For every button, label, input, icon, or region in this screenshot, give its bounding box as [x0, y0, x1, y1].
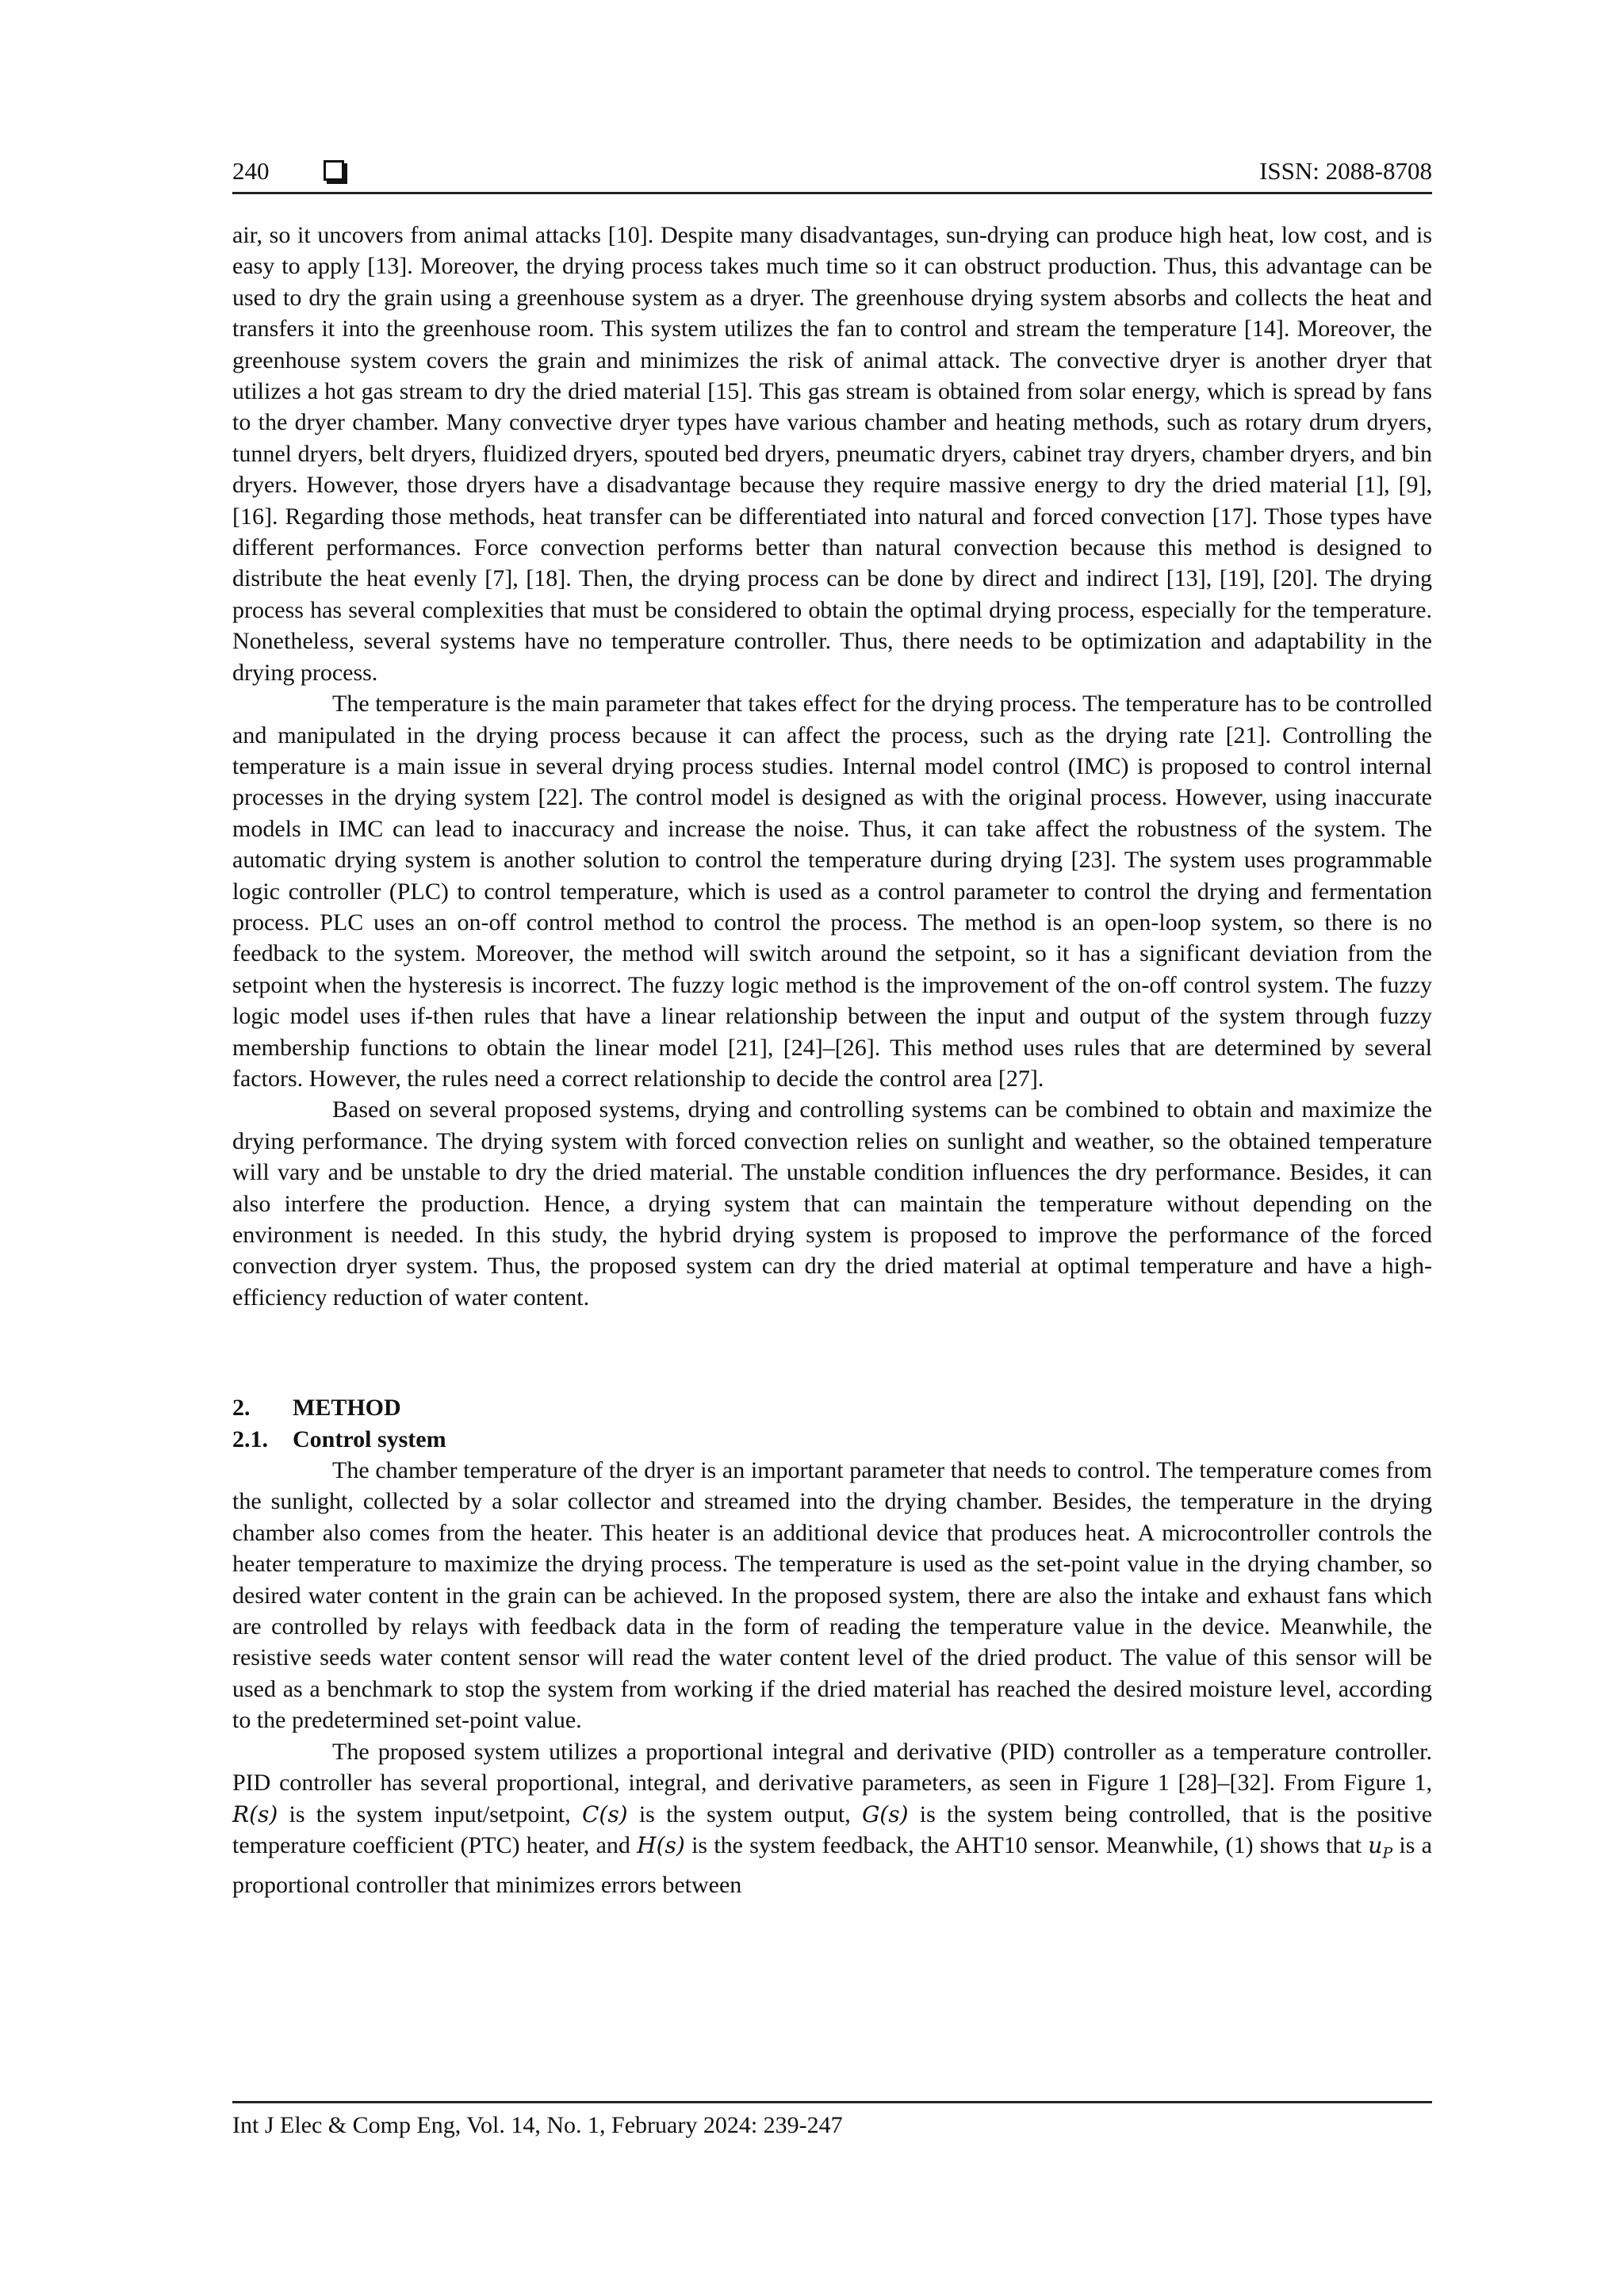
- math-symbol-c: C(s): [581, 1800, 628, 1827]
- body-paragraph: air, so it uncovers from animal attacks [10]. Despite many disadvantages, sun-drying can produce high heat, low cost, and is easy to apply [13]. Moreover, the drying process takes much time so it can obstruct production. Thus, this advantage can be used to dry the grain using a greenhouse system as a dryer. The greenhouse drying system absorbs and collects the heat and transfers it into the greenhouse room. This system utilizes the fan to control and stream the temperature [14]. Moreover, the greenhouse system covers the grain and minimizes the risk of animal attack. The convective dryer is another dryer that utilizes a hot gas stream to dry the dried material [15]. This gas stream is obtained from solar energy, which is spread by fans to the dryer chamber. Many convective dryer types have various chamber and heating methods, such as rotary drum dryers, tunnel dryers, belt dryers, fluidized dryers, spouted bed dryers, pneumatic dryers, cabinet tray dryers, chamber dryers, and bin dryers. However, those dryers have a disadvantage because they require massive energy to dry the dried material [1], [9], [16]. Regarding those methods, heat transfer can be differentiated into natural and forced convection [17]. Those types have different performances. Force convection performs better than natural convection because this method is designed to distribute the heat evenly [7], [18]. Then, the drying process can be done by direct and indirect [13], [19], [20]. The drying process has several complexities that must be considered to obtain the optimal drying process, especially for the temperature. Nonetheless, several systems have no temperature controller. Thus, there needs to be optimization and adaptability in the drying process.: [232, 222, 1432, 686]
- text-run: is the system feedback, the AHT10 sensor. Meanwhile, (1) shows that: [691, 1831, 1362, 1858]
- text-run: is the system output,: [638, 1800, 851, 1827]
- text-run: is a proportional controller that minimizes errors between: [232, 1831, 1432, 1898]
- journal-citation: Int J Elec & Comp Eng, Vol. 14, No. 1, February 2024: 239-247: [232, 2112, 843, 2138]
- page-number: 240: [232, 157, 270, 185]
- math-base: u: [1368, 1831, 1383, 1858]
- body-paragraph: [232, 1736, 1432, 1901]
- subsection-heading: [232, 1424, 1432, 1455]
- text-run: The proposed system utilizes a proportional integral and derivative (PID) controller as a temperature controller. PID controller has several proportional, integral, and derivative parameters, as seen in Figure 1 [28]–[32]. From Figure 1,: [232, 1738, 1432, 1797]
- page-header: [232, 155, 1432, 194]
- page-footer: [232, 2101, 1432, 2141]
- section-heading: [232, 1392, 1432, 1423]
- body-paragraph: The temperature is the main parameter that takes effect for the drying process. The temperature has to be controlled and manipulated in the drying process because it can affect the process, such as the drying rate [21]. Controlling the temperature is a main issue in several drying process studies. Internal model control (IMC) is proposed to control internal processes in the drying system [22]. The control model is designed as with the original process. However, using inaccurate models in IMC can lead to inaccuracy and increase the noise. Thus, it can take affect the robustness of the system. The automatic drying system is another solution to control the temperature during drying [23]. The system uses programmable logic controller (PLC) to control temperature, which is used as a control parameter to control the drying and fermentation process. PLC uses an on-off control method to control the process. The method is an open-loop system, so there is no feedback to the system. Moreover, the method will switch around the setpoint, so it has a significant deviation from the setpoint when the hysteresis is incorrect. The fuzzy logic method is the improvement of the on-off control system. The fuzzy logic model uses if-then rules that have a linear relationship between the input and output of the system through fuzzy membership functions to obtain the linear model [21], [24]–[26]. This method uses rules that are determined by several factors. However, the rules need a correct relationship to decide the control area [27].: [232, 691, 1432, 1092]
- body-paragraph: Based on several proposed systems, drying and controlling systems can be combined to obtain and maximize the drying performance. The drying system with forced convection relies on sunlight and weather, so the obtained temperature will vary and be unstable to dry the dried material. The unstable condition influences the dry performance. Besides, it can also interfere the production. Hence, a drying system that can maintain the temperature without depending on the environment is needed. In this study, the hybrid drying system is proposed to improve the performance of the forced convection dryer system. Thus, the proposed system can dry the dried material at optimal temperature and have a high-efficiency reduction of water content.: [232, 1096, 1432, 1311]
- body-paragraph: The chamber temperature of the dryer is an important parameter that needs to control. The temperature comes from the sunlight, collected by a solar collector and streamed into the drying chamber. Besides, the temperature in the drying chamber also comes from the heater. This heater is an additional device that produces heat. A microcontroller controls the heater temperature to maximize the drying process. The temperature is used as the set-point value in the drying chamber, so desired water content in the grain can be achieved. In the proposed system, there are also the intake and exhaust fans which are controlled by relays with feedback data in the form of reading the temperature value in the device. Meanwhile, the resistive seeds water content sensor will read the water content level of the dried product. The value of this sensor will be used as a benchmark to stop the system from working if the dried material has reached the desired moisture level, according to the predetermined set-point value.: [232, 1457, 1432, 1734]
- square-bullet-icon: [324, 160, 344, 181]
- journal-issn: ISSN: 2088-8708: [1259, 157, 1432, 185]
- math-symbol-g: G(s): [861, 1800, 909, 1827]
- text-run: is the system being controlled, that is the positive temperature coefficient (PTC) heater, and: [232, 1800, 1433, 1858]
- math-subscript: P: [1382, 1844, 1393, 1862]
- article-body: [232, 220, 1432, 1900]
- subsection-number: 2.1.: [232, 1425, 268, 1452]
- text-run: is the system input/setpoint,: [289, 1800, 571, 1827]
- section-number: 2.: [232, 1395, 251, 1422]
- section-title: METHOD: [293, 1395, 401, 1422]
- math-symbol-h: H(s): [637, 1831, 685, 1858]
- subsection-title: Control system: [293, 1425, 446, 1452]
- math-symbol-u-p: [1368, 1831, 1393, 1862]
- math-symbol-r: R(s): [232, 1800, 278, 1827]
